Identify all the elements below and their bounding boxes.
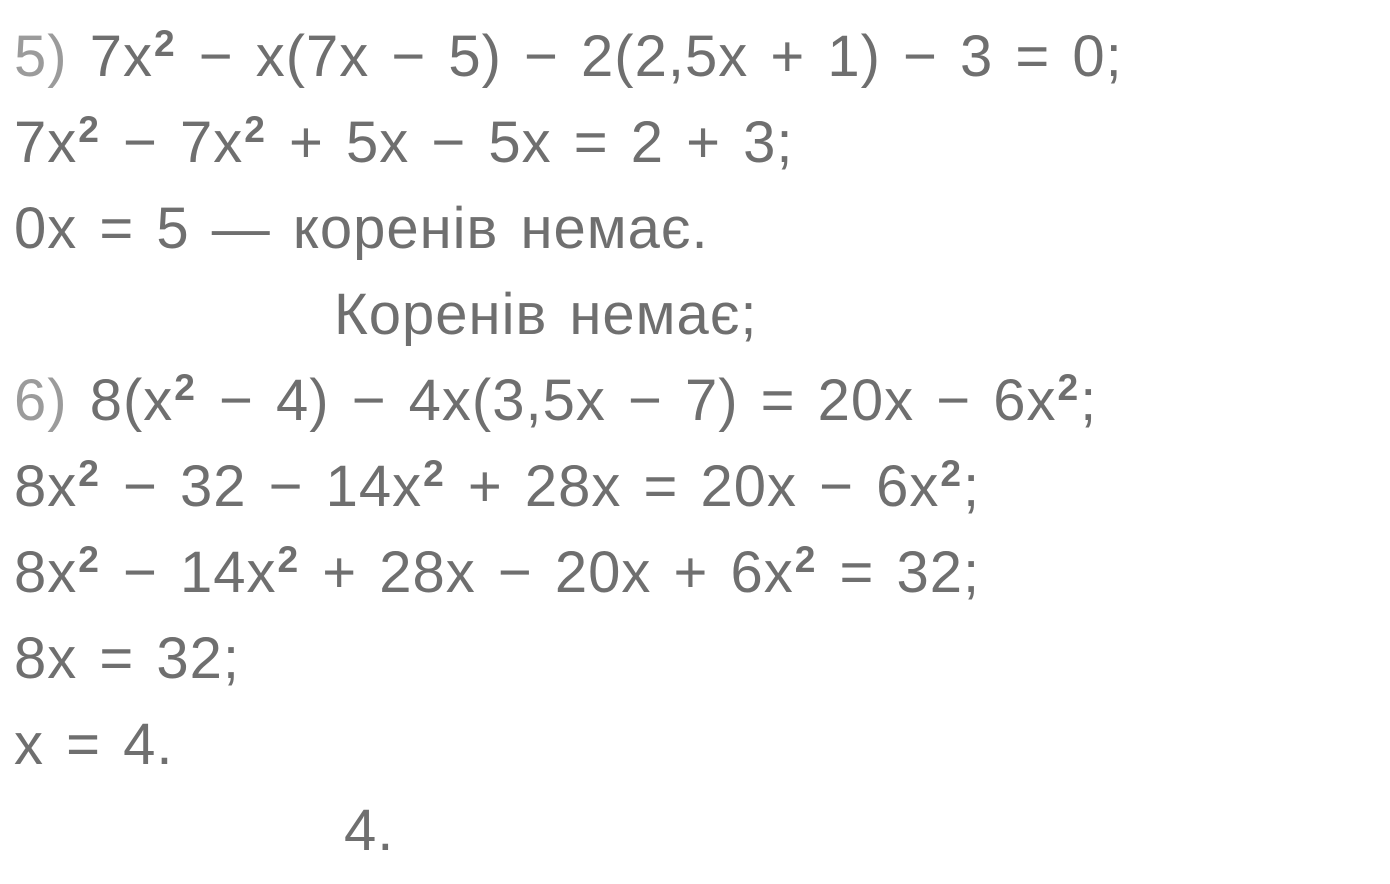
line-problem5-no-roots	[14, 186, 1390, 272]
equation-text: 7x	[89, 24, 153, 89]
exponent: 2	[277, 537, 299, 580]
equation-text: = 32;	[817, 540, 981, 605]
equation-text: + 28x = 20x − 6x	[445, 454, 940, 519]
item-marker: 6)	[14, 368, 90, 433]
equation-text: 8x	[14, 540, 78, 605]
equation-text: 8x	[14, 454, 78, 519]
exponent: 2	[153, 21, 175, 64]
line-problem6-original-equation	[14, 358, 1390, 444]
line-problem6-expanded	[14, 444, 1390, 530]
line-problem6-answer	[14, 788, 1390, 874]
line-problem5-expanded	[14, 100, 1390, 186]
exponent: 2	[78, 451, 99, 494]
exponent: 2	[174, 365, 195, 408]
equation-text: − 14x	[100, 540, 277, 605]
exponent: 2	[423, 451, 444, 494]
equation-text: 7x	[14, 110, 78, 175]
equation-text: Коренів немає;	[334, 282, 758, 347]
line-problem5-answer	[14, 272, 1390, 358]
equation-text: 8x = 32;	[14, 626, 240, 691]
equation-text: + 5x − 5x = 2 + 3;	[266, 110, 794, 175]
equation-text: 8(x	[89, 368, 174, 433]
equation-text: − x(7x − 5) − 2(2,5x + 1) − 3 = 0;	[176, 24, 1123, 89]
equation-text: ;	[1080, 368, 1098, 433]
equation-text: 0x = 5 — коренів немає.	[14, 196, 709, 261]
equation-text: − 7x	[100, 110, 244, 175]
exponent: 2	[794, 537, 816, 580]
line-problem6-simplified	[14, 616, 1390, 702]
item-marker: 5)	[14, 24, 90, 89]
line-problem6-solution	[14, 702, 1390, 788]
equation-text: − 4) − 4x(3,5x − 7) = 20x − 6x	[196, 368, 1057, 433]
line-problem5-original-equation	[14, 14, 1390, 100]
document-lines	[14, 14, 1390, 874]
equation-text: + 28x − 20x + 6x	[300, 540, 794, 605]
equation-text: ;	[963, 454, 981, 519]
exponent: 2	[940, 451, 962, 494]
equation-text: − 32 − 14x	[100, 454, 423, 519]
equation-text: x = 4.	[14, 712, 174, 777]
exponent: 2	[1057, 365, 1079, 408]
equation-text: 4.	[344, 798, 395, 863]
exponent: 2	[78, 537, 99, 580]
line-problem6-collected	[14, 530, 1390, 616]
exponent: 2	[244, 107, 265, 150]
exponent: 2	[78, 107, 99, 150]
